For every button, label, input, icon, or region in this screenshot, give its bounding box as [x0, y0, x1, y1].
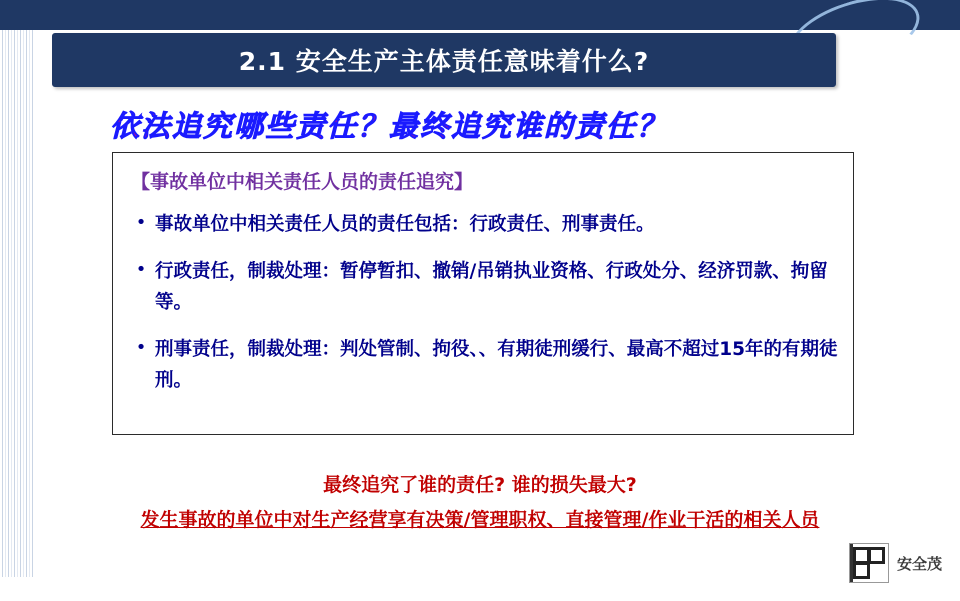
qr-code-finder-icon [853, 562, 870, 579]
page-title: 2.1 安全生产主体责任意味着什么? [238, 47, 650, 76]
list-item-text: 行政责任，制裁处理：暂停暂扣、撤销/吊销执业资格、行政处分、经济罚款、拘留等。 [155, 261, 828, 313]
top-strip-left-cap [0, 0, 34, 30]
conclusion-answer: 发生事故的单位中对生产经营享有决策/管理职权、直接管理/作业干活的相关人员 [140, 509, 820, 531]
bullet-marker-icon: • [135, 337, 147, 358]
slide-title-bar [52, 33, 836, 87]
content-box [112, 152, 854, 435]
bullet-marker-icon: • [135, 259, 147, 280]
list-item [127, 334, 843, 396]
bullet-marker-icon: • [135, 212, 147, 233]
list-item-text: 刑事责任，制裁处理：判处管制、拘役、、有期徒刑缓行、最高不超过15年的有期徒刑。 [155, 339, 838, 391]
content-box-heading: 【事故单位中相关责任人员的责任追究】 [131, 171, 474, 193]
qr-code-icon [849, 543, 889, 583]
list-item [127, 209, 843, 240]
bullet-list [127, 209, 843, 412]
section-heading: 依法追究哪些责任？最终追究谁的责任？ [110, 109, 669, 143]
footer-label: 安全茂 [896, 554, 942, 573]
footer-watermark [849, 543, 942, 583]
list-item [127, 256, 843, 318]
conclusion-question: 最终追究了谁的责任? 谁的损失最大? [323, 474, 637, 496]
band-bottom-cap [0, 577, 34, 601]
top-strip [34, 0, 960, 30]
list-item-text: 事故单位中相关责任人员的责任包括：行政责任、刑事责任。 [155, 214, 655, 235]
